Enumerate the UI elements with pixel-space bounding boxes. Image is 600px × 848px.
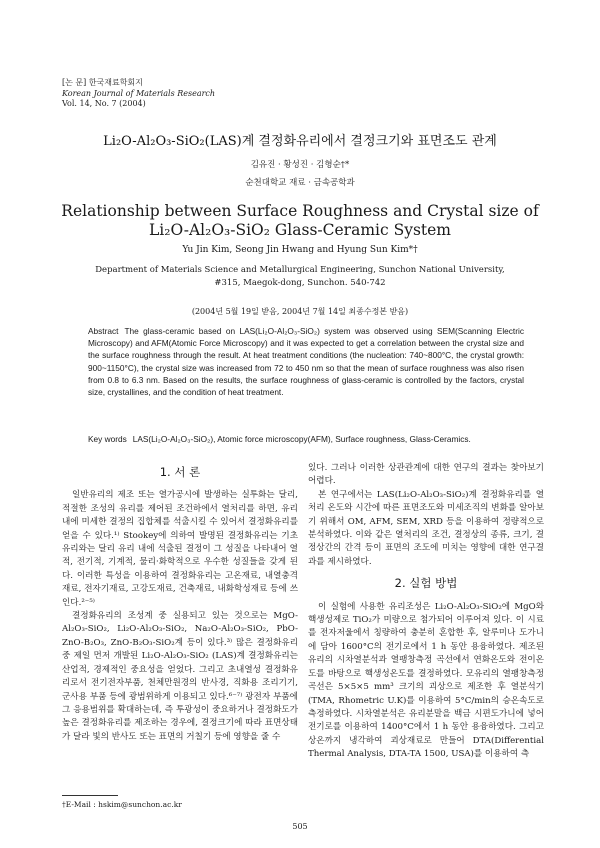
section-heading-methods: 2. 실험 방법 bbox=[394, 576, 458, 591]
intro-paragraph-4: 본 연구에서는 LAS(Li₂O-Al₂O₃-SiO₂)계 결정화유리를 열처리 온도와 시간에 따른 표면조도와 미세조직의 변화를 알아보기 위해서 OM, AFM, SEM, XRD 등을 이용하여 정량적으로 분석하였다. 이와 같은 열처리의 조건, 결정상의 종류, 크기, 결정상간의 간격 등이 표면의 조도에 미치는 영향에 대한 연구결과를 제시하였다. bbox=[308, 489, 544, 567]
authors-english: Yu Jin Kim, Seong Jin Hwang and Hyung Sun Kim*† bbox=[182, 245, 418, 255]
methods-paragraph-1: 이 실험에 사용한 유리조성은 Li₂O-Al₂O₃-SiO₂에 MgO와 핵생성제로 TiO₂가 미량으로 첨가되어 이루어져 있다. 이 시료를 전자저울에서 칭량하여 충분히 혼합한 후, 알루미나 도가니에 담아 1600°C의 전기로에서 1 h 동안 용융하였다. 제조된 유리의 시차열분석과 열팽창측정 곡선에서 연화온도와 전이온도를 바탕으로 핵생성온도를 결정하였다. 모유리의 열팽창측정 곡선은 5×5×5 mm³ 크기의 괴상으로 제조한 후 열분석기(TMA, Rhometric U.K)를 이용하여 5°C/min의 승온속도로 측정하였다. 시차열분석은 유리분말을 백금 시편도가니에 넣어 전기로를 이용하여 1400°C에서 1 h 동안 용융하였다. 그리고 상온까지 냉각하여 괴상재료로 만들어 DTA(Differential Thermal Analysis, DTA-TA 1500, USA)를 이용하여 측 bbox=[308, 601, 544, 760]
affiliation-english-line2: #315, Maegok-dong, Sunchon. 540-742 bbox=[214, 278, 386, 288]
journal-header bbox=[62, 78, 215, 110]
footnote-rule bbox=[62, 795, 118, 796]
title-korean: Li₂O-Al₂O₃-SiO₂(LAS)계 결정화유리에서 결정크기와 표면조도 관계 bbox=[103, 134, 497, 149]
left-column bbox=[62, 462, 298, 744]
keywords bbox=[88, 434, 528, 444]
title-english-line2: Li₂O-Al₂O₃-SiO₂ Glass-Ceramic System bbox=[148, 221, 452, 239]
intro-paragraph-2: 결정화유리의 조성계 중 실용되고 있는 것으로는 MgO-Al₂O₃-SiO₂, Li₂O-Al₂O₃-SiO₂, Na₂O-Al₂O₃-SiO₂, PbO-ZnO-B₂O₃, ZnO-B₂O₃-SiO₂계 등이 있다.³⁾ 많은 결정화유리 중 제일 먼저 개발된 Li₂O-Al₂O₃-SiO₂ (LAS)계 결정화유리는 산업적, 경제적인 중요성을 얻었다. 그리고 초내열성 결정화유리로서 전기전자부품, 천체만원경의 반사경, 직화용 조리기기, 군사용 부품 등에 광범위하게 이용되고 있다.⁶⁻⁷⁾ 광전자 부품에 그 응용범위를 확대하는데, 즉 투광성이 중요하거나 결정화도가 높은 결정화유리를 제조하는 경우에, 결정크기에 따라 표면상태가 달라 빛의 반사도 또는 표면의 거칠기 등에 영향을 줄 수 bbox=[62, 611, 298, 742]
intro-paragraph-1: 일반유리의 제조 또는 열가공시에 발생하는 실투화는 달리, 적절한 조성의 유리를 제어된 조건하에서 열처리를 하면, 유리 내에 미세한 결정의 집합체를 석출시킬 수 있어서 결정화유리를 얻을 수 있다.¹⁾ Stookey에 의하여 발명된 결정화유리는 기초유리와는 달리 유리 내에 석출된 결정이 그 성질을 나타내어 열적, 전기적, 기계적, 물리·화학적으로 우수한 성질들을 갖게 된다. 이러한 특성을 이용하여 결정화유리는 고온재료, 내열충격재료, 전자기재료, 고강도재료, 건축재료, 내화학성재료 등에 쓰인다.²⁻⁵⁾ bbox=[62, 490, 298, 608]
authors-korean: 김유진 · 황성진 · 김형순†* bbox=[250, 160, 350, 170]
footnote-email: †E-Mail : hskim@sunchon.ac.kr bbox=[62, 800, 182, 809]
abstract bbox=[88, 325, 524, 398]
title-english-line1: Relationship between Surface Roughness and Crystal size of bbox=[61, 202, 539, 220]
received-dates: (2004년 5월 19일 받음, 2004년 7월 14일 최종수정본 받음) bbox=[191, 307, 409, 316]
abstract-label: Abstract bbox=[88, 326, 119, 336]
affiliation-english-line1: Department of Materials Science and Metallurgical Engineering, Sunchon National University, bbox=[95, 265, 505, 275]
page-number: 505 bbox=[292, 822, 308, 831]
abstract-text: The glass-ceramic based on LAS(Li₂O-Al₂O₃-SiO₂) system was observed using SEM(Scanning Electric Microscopy) and AFM(Atomic Force Microscopy) and it was expected to get a correlation between the crystal size and the surface roughness through the result. At heat treatment conditions (the nucleation: 740~800°C, the crystal growth: 900~1150°C), the crystal size was increased from 72 to 450 nm so that the mean of surface roughness was also risen from 0.8 to 6.3 nm. Based on the results, the surface roughness of glass-ceramic is controlled by the factors, crystal size, crystallines, and the condition of heat treatment. bbox=[88, 326, 524, 398]
section-heading-introduction: 1. 서 론 bbox=[159, 465, 201, 479]
affiliation-english bbox=[0, 264, 600, 290]
journal-line-english: Korean Journal of Materials Research bbox=[62, 88, 216, 98]
journal-volume: Vol. 14, No. 7 (2004) bbox=[62, 99, 146, 108]
body-columns bbox=[0, 462, 600, 792]
keywords-text: LAS(Li₂O-Al₂O₃-SiO₂), Atomic force microscopy(AFM), Surface roughness, Glass-Ceramics. bbox=[132, 434, 471, 444]
journal-line-korean: [논 문] 한국재료학회지 bbox=[62, 78, 143, 87]
right-column bbox=[308, 462, 544, 762]
keywords-label: Key words bbox=[88, 434, 127, 444]
intro-paragraph-3: 있다. 그러나 이러한 상관관계에 대한 연구의 결과는 찾아보기 어렵다. bbox=[308, 463, 544, 487]
affiliation-korean: 순천대학교 재료 · 금속공학과 bbox=[245, 178, 355, 188]
title-english bbox=[0, 202, 600, 240]
